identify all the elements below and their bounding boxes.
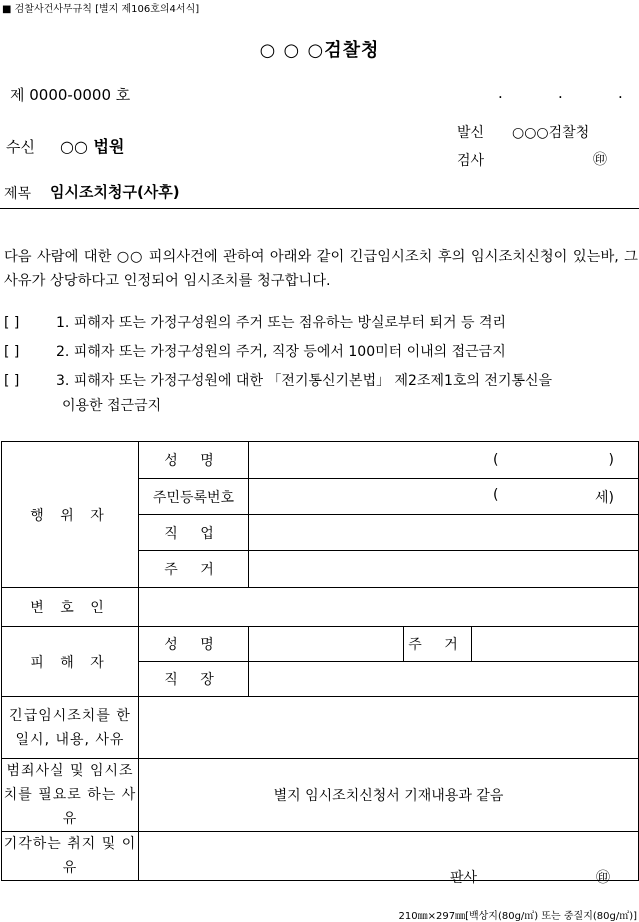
checkbox-2[interactable]: [ ] [4, 344, 20, 360]
rejection-reason-field[interactable] [139, 832, 639, 886]
measure-text-1: 1. 피해자 또는 가정구성원의 주거 또는 점유하는 방실로부터 퇴거 등 격리 [56, 315, 507, 331]
crime-facts-label: 범죄사실 및 임시조치를 필요로 하는 사유 [2, 759, 139, 832]
recipient-value: ○○ 법원 [60, 137, 125, 156]
judge-seal-icon: ㊞ [596, 870, 610, 886]
actor-address-label: 주 거 [139, 551, 249, 588]
organization-title: ○ ○ ○검찰청 [259, 40, 380, 61]
actor-job-label: 직 업 [139, 515, 249, 551]
victim-workplace-label: 직 장 [139, 662, 249, 697]
lawyer-field[interactable] [139, 588, 639, 627]
checkbox-1[interactable]: [ ] [4, 315, 20, 331]
subject-label: 제목 [4, 186, 32, 202]
measure-text-3-continuation: 이용한 접근금지 [62, 398, 162, 414]
header-divider [0, 208, 639, 209]
lawyer-label: 변 호 인 [2, 588, 139, 627]
prosecutor-label: 검사 [457, 153, 485, 169]
victim-workplace-field[interactable] [249, 662, 639, 697]
emergency-measure-field[interactable] [139, 697, 639, 759]
measure-item-2 [4, 338, 638, 367]
actor-name-label: 성 명 [139, 442, 249, 479]
checkbox-3[interactable]: [ ] [4, 373, 20, 389]
body-paragraph: 다음 사람에 대한 ○○ 피의사건에 관하여 아래와 같이 긴급임시조치 후의 임시조치신청이 있는바, 그 사유가 상당하다고 인정되어 임시조치를 청구합니다. [4, 249, 638, 289]
crime-facts-value: 별지 임시조치신청서 기재내용과 같음 [139, 759, 639, 832]
victim-name-label: 성 명 [139, 627, 249, 662]
measure-list [4, 309, 638, 421]
victim-address-label: 주 거 [404, 627, 472, 662]
document-number: 제 0000-0000 호 [10, 86, 131, 104]
actor-name-paren-open: ( [493, 452, 499, 468]
subject-value: 임시조치청구(사후) [50, 183, 180, 201]
actor-rrn-field[interactable] [249, 479, 639, 515]
victim-name-field[interactable] [249, 627, 404, 662]
sender-value: ○○○검찰청 [512, 125, 590, 141]
measure-text-3: 3. 피해자 또는 가정구성원에 대한 「전기통신기본법」 제2조제1호의 전기통신을 [56, 373, 553, 389]
actor-label: 행 위 자 [2, 442, 139, 588]
actor-name-field[interactable] [249, 442, 639, 479]
actor-age-paren-close: 세) [595, 489, 614, 506]
date-month-dot: . [558, 84, 563, 102]
date-day-dot: . [618, 84, 623, 102]
prosecutor-seal-icon: ㊞ [593, 152, 607, 168]
detail-table [1, 441, 639, 886]
rejection-reason-label: 기각하는 취지 및 이유 [2, 832, 139, 881]
actor-age-paren-open: ( [493, 486, 499, 503]
actor-address-field[interactable] [249, 551, 639, 588]
victim-label: 피 해 자 [2, 627, 139, 697]
victim-address-field[interactable] [472, 627, 639, 662]
paper-spec-footer: 210㎜×297㎜[백상지(80g/㎡) 또는 중질지(80g/㎡)] [398, 911, 637, 922]
form-header-note: ■ 검찰사건사무규칙 [별지 제106호의4서식] [2, 4, 200, 15]
document-date [498, 84, 623, 102]
measure-item-1 [4, 309, 638, 338]
actor-name-paren-close: ) [608, 452, 614, 468]
date-year-dot: . [498, 84, 503, 102]
emergency-measure-label: 긴급임시조치를 한 일시, 내용, 사유 [2, 697, 139, 759]
measure-text-2: 2. 피해자 또는 가정구성원의 주거, 직장 등에서 100미터 이내의 접근금지 [56, 344, 506, 360]
recipient-label: 수신 [6, 138, 35, 156]
actor-job-field[interactable] [249, 515, 639, 551]
sender-label: 발신 [457, 125, 485, 141]
actor-rrn-label: 주민등록번호 [139, 479, 249, 515]
judge-label: 판사 [450, 870, 478, 886]
